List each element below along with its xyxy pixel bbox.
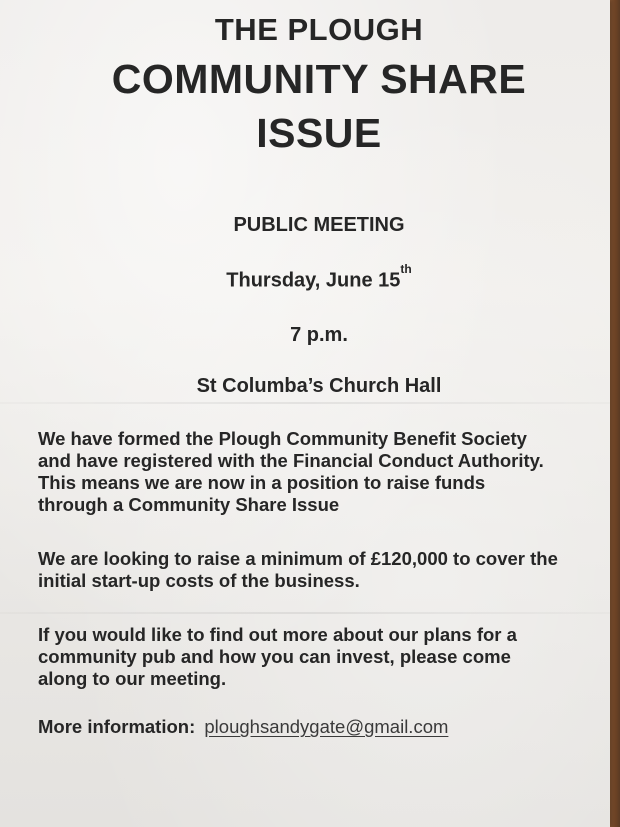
paragraph-line: If you would like to find out more about our plans for a	[38, 624, 517, 645]
paper-crease	[0, 612, 610, 614]
contact-email-link[interactable]: ploughsandygate@gmail.com	[204, 716, 449, 737]
meeting-date-text: Thursday, June 15	[226, 269, 401, 292]
paragraph-invitation	[38, 624, 517, 690]
more-information	[38, 716, 448, 738]
paragraph-line: This means we are now in a position to raise funds	[38, 472, 486, 493]
meeting-date-suffix: th	[400, 262, 412, 276]
paragraph-funding	[38, 548, 558, 592]
meeting-venue: St Columba’s Church Hall	[196, 375, 442, 397]
more-information-label: More information:	[38, 716, 196, 737]
paragraph-line: We have formed the Plough Community Benefit Society	[38, 428, 527, 449]
paper-crease	[0, 402, 610, 404]
meeting-date	[14, 262, 620, 293]
paragraph-line: along to our meeting.	[38, 668, 227, 689]
paragraph-line: initial start-up costs of the business.	[38, 570, 360, 591]
flyer-title-line-3: ISSUE	[256, 110, 382, 156]
meeting-heading: PUBLIC MEETING	[233, 214, 405, 236]
paragraph-line: community pub and how you can invest, please come	[38, 646, 511, 667]
paragraph-society	[38, 428, 544, 516]
paragraph-line: We are looking to raise a minimum of £120,000 to cover the	[38, 548, 558, 569]
flyer-title-line-1: THE PLOUGH	[214, 12, 424, 47]
flyer-title-line-2: COMMUNITY SHARE	[111, 56, 527, 102]
meeting-time: 7 p.m.	[290, 324, 348, 346]
paragraph-line: through a Community Share Issue	[38, 494, 340, 515]
paragraph-line: and have registered with the Financial Conduct Authority.	[38, 450, 544, 471]
